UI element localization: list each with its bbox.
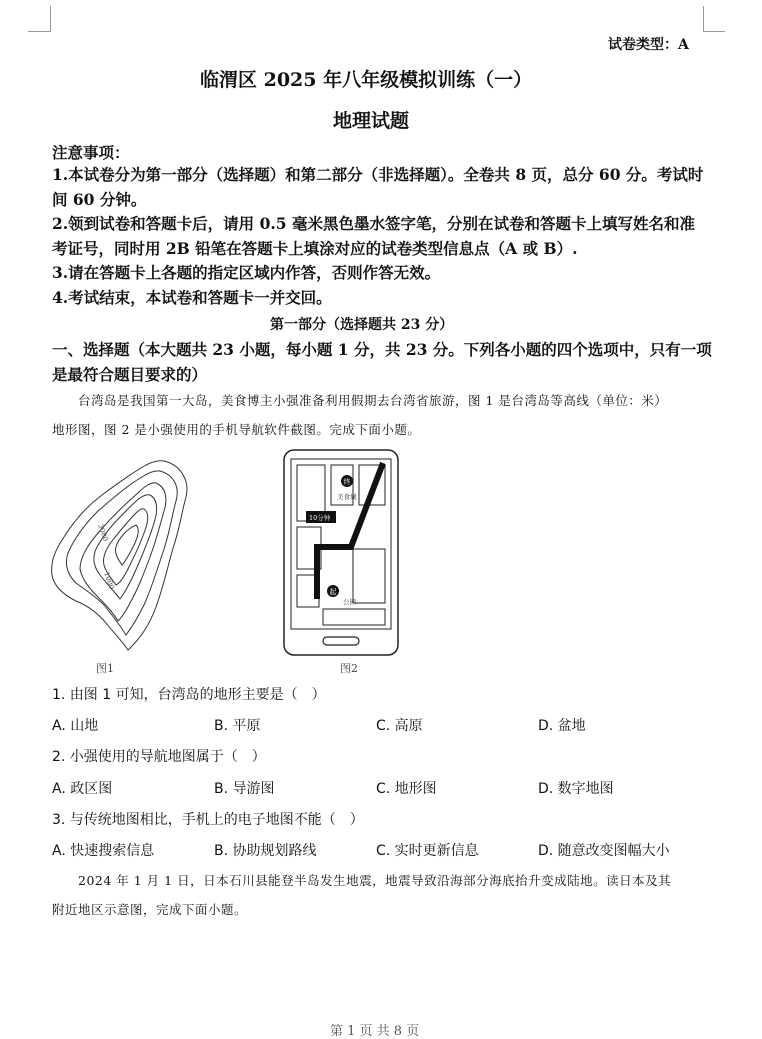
section-line: 是最符合题目要求的） [52,364,208,384]
notice-line: 3.请在答题卡上各题的指定区域内作答，否则作答无效。 [52,263,441,282]
question-3-stem: 3. 与传统地图相比，手机上的电子地图不能（ ） [52,812,364,828]
passage-japan-earthquake [52,866,712,924]
subject-title: 地理试题 [333,110,410,132]
notice-heading: 注意事项： [52,143,130,162]
question-2-stem: 2. 小强使用的导航地图属于（ ） [52,749,266,765]
question-2-option-c[interactable]: C. 地形图 [376,781,437,797]
passage-line: 台湾岛是我国第一大岛，美食博主小强准备利用假期去台湾省旅游，图 1 是台湾岛等高线（单位：米） [78,393,668,408]
question-2-option-d[interactable]: D. 数字地图 [538,781,614,797]
notice-line: 考证号，同时用 2B 铅笔在答题卡上填涂对应的试卷类型信息点（A 或 B）. [52,238,578,258]
page-footer: 第 1 页 共 8 页 [330,1024,420,1039]
end-location-label: 美食城 [337,493,357,501]
contour-1000m [80,483,166,621]
figure1-caption: 图1 [96,662,114,675]
contour-label-1000: 1000 [102,570,116,591]
question-3-option-d[interactable]: D. 随意改变图幅大小 [538,843,670,859]
notice-block [52,163,712,310]
question-1-stem: 1. 由图 1 可知，台湾岛的地形主要是（ ） [52,687,326,703]
passage-line: 地形图，图 2 是小强使用的手机导航软件截图。完成下面小题。 [52,422,421,437]
contour-0m [52,461,187,650]
crop-mark-top-right-h [703,31,725,32]
crop-mark-top-right-v [703,6,704,32]
passage-line: 2024 年 1 月 1 日，日本石川县能登半岛发生地震，地震导致沿海部分海底抬升变成陆地。读日本及其 [78,873,672,888]
crop-mark-top-left-v [50,6,51,32]
contour-peak [115,525,138,565]
part1-title: 第一部分（选择题共 23 分） [270,317,454,333]
notice-line: 1.本试卷分为第一部分（选择题）和第二部分（非选择题）。全卷共 8 页，总分 60 分。考试时 [52,165,704,184]
question-2-option-a[interactable]: A. 政区图 [52,781,113,797]
question-3-option-c[interactable]: C. 实时更新信息 [376,843,479,859]
passage-line: 附近地区示意图，完成下面小题。 [52,902,248,917]
question-1-option-d[interactable]: D. 盆地 [538,718,586,734]
section-instructions [52,338,712,387]
taiwan-contour-map [46,455,196,655]
question-2-option-b[interactable]: B. 导游图 [214,781,275,797]
start-marker-icon-label: 起 [329,588,337,596]
notice-line: 2.领到试卷和答题卡后，请用 0.5 毫米黑色墨水签字笔，分别在试卷和答题卡上填写姓名和准 [52,214,695,233]
phone-navigation-screenshot [283,449,399,656]
question-1-option-b[interactable]: B. 平原 [214,718,261,734]
figure2-caption: 图2 [340,662,358,675]
exam-title: 临渭区 2025 年八年级模拟训练（一） [200,69,533,91]
crop-mark-top-left-h [28,31,50,32]
notice-line: 间 60 分钟。 [52,189,147,209]
contour-2000m [94,495,157,599]
contour-500m [66,471,177,635]
passage-taiwan [52,386,712,444]
question-3-option-b[interactable]: B. 协助规划路线 [214,843,317,859]
notice-line: 4.考试结束，本试卷和答题卡一并交回。 [52,287,332,307]
time-badge-label: 10分钟 [309,514,331,522]
contour-label-3000: 3000 [96,522,110,543]
section-line: 一、选择题（本大题共 23 小题，每小题 1 分，共 23 分。下列各小题的四个选项中，只有一项 [52,340,712,359]
start-location-label: 公园 [343,598,356,606]
question-1-option-a[interactable]: A. 山地 [52,718,99,734]
paper-type-label: 试卷类型：A [608,37,689,53]
question-3-option-a[interactable]: A. 快速搜索信息 [52,843,155,859]
question-1-option-c[interactable]: C. 高原 [376,718,423,734]
end-marker-icon-label: 终 [343,478,351,486]
